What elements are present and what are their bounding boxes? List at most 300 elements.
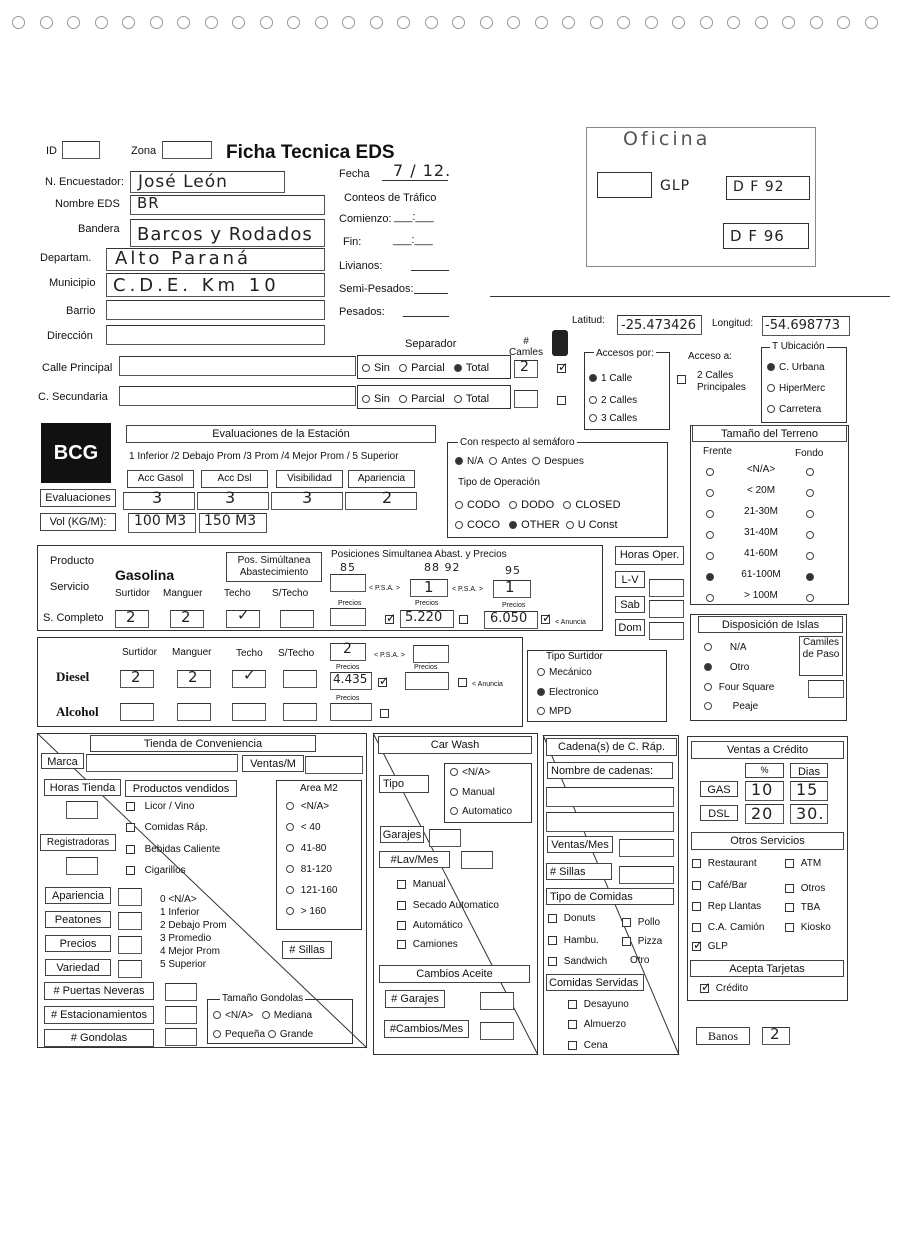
prod-bebidas-check[interactable] [126,845,135,854]
gas-pos-85[interactable] [330,574,366,592]
carwash-lavmes-field[interactable] [461,851,493,869]
tarjetas-title: Acepta Tarjetas [690,960,844,977]
binding-ring-icon [645,16,658,29]
tarjeta-credito-label: Crédito [715,983,749,994]
vol-label: Vol (KG/M): [40,513,116,531]
sep2-total-radio[interactable] [454,395,462,403]
prod-licor-check[interactable] [126,802,135,811]
evaluaciones-row-label: Evaluaciones [40,489,116,507]
binding-ring-icon [617,16,630,29]
otros-kiosko [785,922,831,933]
semaforo-na-radio[interactable] [455,457,463,465]
cw-opt-secado-check[interactable] [397,901,406,910]
tamano-label: Tamaño Gondolas [222,993,304,1004]
area-option-label: 41-80 [300,843,327,854]
binding-ring-icon [67,16,80,29]
tienda-marca-field[interactable] [86,754,238,772]
dsl-stecho[interactable] [283,670,317,688]
semaforo-despues: Despues [544,456,584,467]
ts-electronico-radio[interactable] [537,688,545,696]
tienda-title: Tienda de Conveniencia [90,735,316,752]
islas-four [704,682,774,693]
tam-pequena-radio[interactable] [213,1030,221,1038]
latitud-label: Latitud: [572,315,605,326]
calle-principal-label: Calle Principal [42,362,113,374]
binding-ring-icon [177,16,190,29]
otros-camion-check[interactable] [692,923,701,932]
terreno-frente-radio[interactable] [706,573,714,581]
tarjeta-credito-check[interactable] [700,984,709,993]
op-closed-radio[interactable] [563,501,571,509]
islas-four-label: Four Square [718,682,775,693]
cambios-title: Cambios Aceite [379,965,530,983]
cambios-garajes-field[interactable] [480,992,514,1010]
sep1-parcial: Parcial [411,362,445,374]
livianos-line[interactable] [411,270,449,271]
dsl-pos-2[interactable] [413,645,449,663]
terreno-frente-radio[interactable] [706,531,714,539]
prod-comidas-label: Comidas Ráp. [144,822,208,833]
vol-gasol-value: 100 M3 [134,513,187,529]
gas-precio-92-value: 5.220 [405,610,443,625]
otros-restaurant-check[interactable] [692,859,701,868]
gas-anuncia-95[interactable] [541,615,550,624]
tienda-horas-field[interactable] [66,801,98,819]
tipo-sandwich-label: Sandwich [563,956,608,967]
gas-anuncia-85[interactable] [385,615,394,624]
area-option [286,822,321,833]
direccion-field[interactable] [106,325,325,345]
bcg-logo: BCG [41,423,111,483]
tipo-hambu-label: Hambu. [563,935,599,946]
tam-mediana-radio[interactable] [262,1011,270,1019]
col-acc-gasol: Acc Gasol [127,470,194,488]
prod-comidas-check[interactable] [126,823,135,832]
otros-otros-label: Otros [800,883,826,894]
ubicacion-1-radio[interactable] [767,363,775,371]
binding-ring-icon [562,16,575,29]
sep2-sin-radio[interactable] [362,395,370,403]
alc-stecho[interactable] [283,703,317,721]
terreno-fondo-radio[interactable] [806,552,814,560]
col-stecho: S/Techo [272,588,309,599]
area-option-radio[interactable] [286,823,294,831]
terreno-frente-radio[interactable] [706,489,714,497]
page-title: Ficha Tecnica EDS [226,142,395,163]
tienda-ventas-field[interactable] [305,756,363,774]
cadena-ventas: Ventas/Mes [547,836,613,853]
producto-label: Producto [50,555,95,567]
otros-tba-check[interactable] [785,903,794,912]
tienda-eval-row-label: Apariencia [45,887,111,904]
terreno-fondo-radio[interactable] [806,594,814,602]
area-option [286,864,332,875]
tam-pequena: Pequeña [225,1029,266,1040]
dsl-anuncia-1[interactable] [378,678,387,687]
carwash-lavmes: #Lav/Mes [379,851,450,868]
cadena-ventas-field[interactable] [619,839,674,857]
dsl-pos-value: 2 [343,641,353,657]
otros-cafe-check[interactable] [692,881,701,890]
binding-ring-icon [40,16,53,29]
alc-techo[interactable] [232,703,266,721]
prod-bebidas-label: Bebidas Caliente [144,844,221,855]
prod-bebidas [126,844,220,855]
otros-restaurant [692,858,757,869]
fecha-label: Fecha [339,168,370,180]
terreno-size-label: 21-30M [744,506,778,517]
tienda-registradoras: Registradoras [40,834,116,851]
divider-line [490,296,890,297]
calle-secundaria-field[interactable] [119,386,356,406]
op-other-radio[interactable] [509,521,517,529]
otros-atm [785,858,821,869]
camiles-label: # Camles [509,336,543,358]
operacion-label: Tipo de Operación [458,477,540,488]
alc-precio[interactable] [330,703,372,721]
islas-otro [704,662,749,673]
code1-value: D F 92 [733,179,785,195]
credito-gas: GAS [700,781,738,797]
sep1-parcial-radio[interactable] [399,364,407,372]
op-dodo: DODO [521,499,555,511]
sep1-sin: Sin [374,362,390,374]
dsl-col-stecho: S/Techo [278,648,315,659]
anuncia-1: < Anuncia [555,619,586,626]
direccion-label: Dirección [47,330,93,342]
area-option-radio[interactable] [286,886,294,894]
tam-na-radio[interactable] [213,1011,221,1019]
terreno-frente-radio[interactable] [706,468,714,476]
tipo-pizza [622,936,662,947]
tienda-puertas: # Puertas Neveras [44,982,154,1000]
otros-cafe [692,880,747,891]
id-field[interactable] [62,141,100,159]
oficina-title: Oficina [623,128,711,150]
camiles-field-2[interactable] [514,390,538,408]
ts-mecanico-radio[interactable] [537,668,545,676]
semaforo-antes-radio[interactable] [489,457,497,465]
gas-stecho[interactable] [280,610,314,628]
area-option-label: > 160 [300,906,327,917]
cw-opt-camiones-label: Camiones [412,939,458,950]
islas-camiles-field[interactable] [808,680,844,698]
banos-label: Banos [696,1027,750,1045]
area-option-radio[interactable] [286,865,294,873]
horas-oper-label: Horas Oper. [615,546,684,565]
gas-pos-95-value: 1 [505,578,516,596]
tienda-puertas-field[interactable] [165,983,197,1001]
credito-dsl: DSL [700,805,738,821]
binding-ring-icon [260,16,273,29]
ubicacion-3-radio[interactable] [767,405,775,413]
tienda-registradoras-field[interactable] [66,857,98,875]
tipo-otro-label: Otro [630,955,650,966]
credito-gas-pct-value: 10 [751,780,774,799]
tarjeta-credito [700,983,748,994]
terreno-size-label: > 100M [744,590,778,601]
tienda-scale-item: 2 Debajo Prom [160,920,227,931]
camiles-check[interactable] [557,364,566,373]
binding-ring-icon [342,16,355,29]
fin-blank[interactable]: ___:___ [393,234,433,246]
op-coco-radio[interactable] [455,521,463,529]
eval-acc-dsl-value: 3 [225,488,237,507]
terreno-title: Tamaño del Terreno [692,425,847,442]
semaforo-despues-radio[interactable] [532,457,540,465]
tienda-eval-field[interactable] [118,960,142,978]
dia-sab: Sab [615,596,645,613]
ubicacion-2-radio[interactable] [767,384,775,392]
alc-manguer[interactable] [177,703,211,721]
tipo-pizza-check[interactable] [622,937,631,946]
horas-dom[interactable] [649,622,684,640]
longitud-label: Longitud: [712,318,754,329]
tipo-hambu-check[interactable] [548,936,557,945]
alc-anuncia[interactable] [380,709,389,718]
tienda-scale-item: 3 Promedio [160,933,212,944]
otros-cafe-label: Café/Bar [707,880,748,891]
ts-mpd-label: MPD [549,706,572,717]
cadena-nombre-field-1[interactable] [546,787,674,807]
terreno-size-label: < 20M [746,485,776,496]
cw-auto [450,806,512,817]
ubicacion-label: T Ubicación [772,341,825,352]
islas-otro-radio[interactable] [704,663,712,671]
serv-almuerzo-check[interactable] [568,1020,577,1029]
eval-apariencia-value: 2 [382,488,394,507]
tipo-sandwich [548,956,607,967]
op-uconst-radio[interactable] [566,521,574,529]
tienda-gondolas-field[interactable] [165,1028,197,1046]
cw-auto-label: Automatico [462,806,513,817]
binding-ring-icon [727,16,740,29]
binding-ring-icon [452,16,465,29]
terreno-fondo-radio[interactable] [806,489,814,497]
dsl-anuncia-2[interactable] [458,678,467,687]
otros-atm-check[interactable] [785,859,794,868]
otros-llantas-check[interactable] [692,902,701,911]
binding-ring-icon [150,16,163,29]
municipio-label: Municipio [49,277,96,289]
otros-otros-check[interactable] [785,884,794,893]
islas-na [704,642,747,653]
horas-lv[interactable] [649,579,684,597]
tienda-eval-field[interactable] [118,912,142,930]
encuestador-value: José León [138,172,228,192]
tienda-scale-item: 0 <N/A> [160,894,197,905]
prod-cigarillos-check[interactable] [126,866,135,875]
semaforo-options [455,456,584,467]
accesos-label: Accesos por: [596,348,654,359]
binding-ring-icon [122,16,135,29]
dsl-precio-2[interactable] [405,672,449,690]
binding-ring-icon [755,16,768,29]
serv-desayuno-check[interactable] [568,1000,577,1009]
ubicacion-2-label: HiperMerc [779,383,826,394]
islas-title: Disposición de Islas [698,616,843,633]
acceso-2-radio[interactable] [589,396,597,404]
tienda-horas: Horas Tienda [44,779,121,796]
tienda-eval-row-label: Peatones [45,911,111,928]
terreno-fondo-radio[interactable] [806,573,814,581]
fecha-value: 7 / 12. [393,161,452,180]
otros-glp-check[interactable] [692,942,701,951]
op-dodo-radio[interactable] [509,501,517,509]
semaforo-antes: Antes [501,456,527,467]
serv-almuerzo-label: Almuerzo [583,1019,627,1030]
carwash-garajes-field[interactable] [429,829,461,847]
area-option [286,885,337,896]
tipo-donuts [548,913,595,924]
binding-ring-icon [205,16,218,29]
ts-mpd-radio[interactable] [537,707,545,715]
sep1-sin-radio[interactable] [362,364,370,372]
terreno-fondo-radio[interactable] [806,510,814,518]
precios-3: Precios [502,602,526,609]
dsl-techo-check: ✓ [243,666,257,684]
dia-dom: Dom [615,619,645,636]
binding-ring-icon [95,16,108,29]
eval-apariencia[interactable] [345,492,417,510]
terreno-frente-radio[interactable] [706,594,714,602]
prod-licor-label: Licor / Vino [144,801,195,812]
tipo-donuts-label: Donuts [563,913,596,924]
acceso-1-radio[interactable] [589,374,597,382]
pesados-line[interactable] [403,316,449,317]
terreno-fondo-radio[interactable] [806,468,814,476]
accesos-1 [589,373,632,384]
latitud-value: -25.473426 [621,318,696,333]
islas-peaje-label: Peaje [732,701,759,712]
cadena-sillas-field[interactable] [619,866,674,884]
islas-four-radio[interactable] [704,683,712,691]
cambios-mes-field[interactable] [480,1022,514,1040]
terreno-frente-radio[interactable] [706,510,714,518]
acceso-a-check[interactable] [677,375,686,384]
ubicacion-1-label: C. Urbana [779,362,825,373]
grade-85: 85 [340,561,356,574]
gasolina-name: Gasolina [115,567,175,583]
islas-na-label: N/A [729,642,747,653]
tienda-ventas: Ventas/M [242,755,304,772]
camiles-check-2[interactable] [557,396,566,405]
cw-opt-camiones-check[interactable] [397,940,406,949]
area-option-radio[interactable] [286,907,294,915]
col-acc-dsl: Acc Dsl [201,470,268,488]
area-label: Area M2 [300,783,338,794]
cw-opt-manual-check[interactable] [397,880,406,889]
tipo-otro [630,955,649,966]
tienda-eval-row-label: Precios [45,935,111,952]
encuestador-label: N. Encuestador: [45,176,124,188]
binding-ring-icon [590,16,603,29]
area-option [286,843,326,854]
cw-opt-automatico-check[interactable] [397,921,406,930]
islas-peaje-radio[interactable] [704,702,712,710]
dsl-anuncia-label: < Anuncia [472,681,503,688]
calle-principal-field[interactable] [119,356,356,376]
departam-value: Alto Paraná [115,248,252,269]
tipo-sandwich-check[interactable] [548,957,557,966]
cw-manual-label: Manual [462,787,495,798]
tipo-donuts-check[interactable] [548,914,557,923]
gas-precio-85[interactable] [330,608,366,626]
serv-cena-check[interactable] [568,1041,577,1050]
cadena-sillas: # Sillas [546,863,612,880]
op-other: OTHER [521,519,560,531]
tienda-gondolas: # Gondolas [44,1029,154,1047]
binding-ring-icon [810,16,823,29]
horas-sab[interactable] [649,600,684,618]
tipo-pollo-check[interactable] [622,918,631,927]
traffic-light-icon [552,330,568,356]
area-option-radio[interactable] [286,844,294,852]
acceso-3-radio[interactable] [589,414,597,422]
evaluaciones-title: Evaluaciones de la Estación [126,425,436,443]
binding-ring-icon [315,16,328,29]
tienda-estacionamientos-field[interactable] [165,1006,197,1024]
nombre-eds-value: BR [137,194,160,212]
otros-llantas [692,901,761,912]
tipo-pizza-label: Pizza [637,936,663,947]
tienda-eval-row-label: Variedad [45,959,111,976]
sep2-parcial-radio[interactable] [399,395,407,403]
sep1-total-radio[interactable] [454,364,462,372]
islas-otro-label: Otro [729,662,750,673]
binding-ring-icon [700,16,713,29]
credito-title: Ventas a Crédito [691,741,844,759]
cw-na-radio[interactable] [450,768,458,776]
tipo-hambu [548,935,599,946]
otros-kiosko-check[interactable] [785,923,794,932]
otros-camion-label: C.A. Camión [707,922,765,933]
cadena-nombre-field-2[interactable] [546,812,674,832]
municipio-value: C.D.E. Km 10 [113,275,280,296]
binding-ring-icon [397,16,410,29]
area-option-radio[interactable] [286,802,294,810]
comienzo-blank[interactable]: ___:___ [394,211,434,223]
cw-opt-manual [397,879,446,890]
cw-opt-manual-label: Manual [412,879,446,890]
cadena-servidas: Comidas Servidas [546,974,644,991]
semipesados-label: Semi-Pesados: [339,283,414,295]
zona-field[interactable] [162,141,212,159]
binding-ring-icon [480,16,493,29]
cw-auto-radio[interactable] [450,807,458,815]
tam-grande-radio[interactable] [268,1030,276,1038]
islas-na-radio[interactable] [704,643,712,651]
tienda-marca: Marca [41,753,84,769]
cw-manual-radio[interactable] [450,788,458,796]
tienda-eval-field[interactable] [118,888,142,906]
code2-value: D F 96 [730,227,785,245]
alc-surtidor[interactable] [120,703,154,721]
area-option-label: 121-160 [300,885,338,896]
gas-anuncia-92[interactable] [459,615,468,624]
acceso-a-label: Acceso a: [688,351,732,362]
op-codo-radio[interactable] [455,501,463,509]
terreno-fondo-radio[interactable] [806,531,814,539]
barrio-field[interactable] [106,300,325,320]
eval-acc-gasol-value: 3 [152,488,164,507]
tienda-eval-field[interactable] [118,936,142,954]
islas-camiles-label: Camiles de Paso [799,636,843,676]
terreno-frente-radio[interactable] [706,552,714,560]
binding-ring-icon [837,16,850,29]
conteos-label: Conteos de Tráfico [344,192,437,204]
semipesados-line[interactable] [414,293,448,294]
